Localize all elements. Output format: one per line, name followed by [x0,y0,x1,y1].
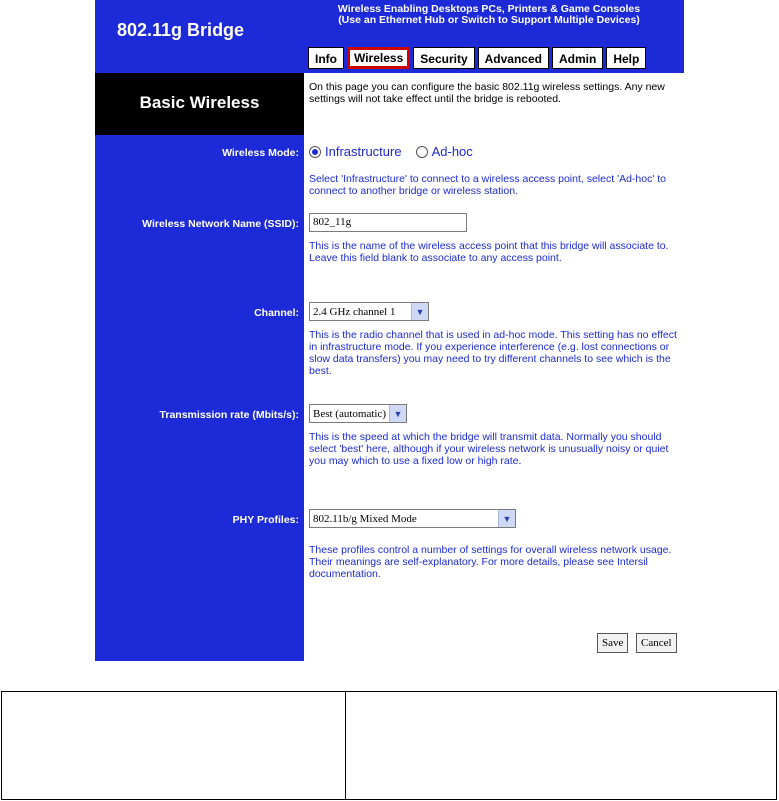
phy-profiles-help: These profiles control a number of settings for overall wireless network usage. Their meanings are self-explanatory. For more details, please see Intersil documentation. [309,544,672,580]
cancel-button[interactable]: Cancel [636,633,677,653]
tx-rate-select[interactable] [309,404,407,423]
tab-admin[interactable]: Admin [552,47,603,69]
ssid-label: Wireless Network Name (SSID): [142,218,299,230]
chevron-down-icon: ▼ [498,510,515,527]
channel-select-value: 2.4 GHz channel 1 [313,305,396,318]
wireless-mode-label: Wireless Mode: [222,147,299,159]
tx-rate-label: Transmission rate (Mbits/s): [159,409,299,421]
intro-text: On this page you can configure the basic 802.11g wireless settings. Any new settings will not take effect until the bridge is rebooted. [309,81,665,105]
save-button[interactable]: Save [597,633,628,653]
wireless-mode-help: Select 'Infrastructure' to connect to a wireless access point, select 'Ad-hoc' to connect to another bridge or wireless station. [309,173,667,197]
tab-advanced[interactable]: Advanced [478,47,549,69]
adhoc-radio[interactable] [416,146,428,158]
phy-profiles-select-value: 802.11b/g Mixed Mode [313,512,417,525]
channel-label: Channel: [254,307,299,319]
infrastructure-radio[interactable] [309,146,321,158]
intro-box [304,73,684,135]
tab-wireless[interactable]: Wireless [347,47,410,69]
section-title: Basic Wireless [139,93,260,112]
tab-bar [308,47,646,71]
tx-rate-help: This is the speed at which the bridge will transmit data. Normally you should select 'best' here, although if your wireless network is unusually noisy or quiet you may which to use a fixed low or high rate. [309,431,669,467]
ssid-input[interactable]: 802_11g [309,213,467,232]
header-bar [95,0,684,73]
phy-profiles-label: PHY Profiles: [232,514,299,526]
tx-rate-select-value: Best (automatic) [313,407,387,420]
tagline [299,4,679,26]
label-column [95,73,304,661]
wireless-mode-radios [309,144,473,159]
infrastructure-radio-label[interactable]: Infrastructure [325,144,402,159]
empty-table [1,691,777,800]
chevron-down-icon: ▼ [411,303,428,320]
tab-security[interactable]: Security [413,47,474,69]
tab-info[interactable]: Info [308,47,344,69]
table-divider [345,692,346,799]
tab-help[interactable]: Help [606,47,646,69]
phy-profiles-select[interactable] [309,509,516,528]
ssid-help: This is the name of the wireless access point that this bridge will associate to. Leave this field blank to associate to any access point. [309,240,669,264]
channel-select[interactable] [309,302,429,321]
channel-help: This is the radio channel that is used in ad-hoc mode. This setting has no effect in infrastructure mode. If you experience interference (e.g. lost connections or slow data transfers) you may need to try different channels to see which is the best. [309,329,677,377]
tagline-line-1: Wireless Enabling Desktops PCs, Printers & Game Consoles [337,3,641,15]
section-title-box [95,73,304,135]
adhoc-radio-label[interactable]: Ad-hoc [431,144,473,159]
tagline-line-2: (Use an Ethernet Hub or Switch to Support Multiple Devices) [338,14,640,26]
brand-title: 802.11g Bridge [117,20,245,40]
router-config-page [95,0,684,661]
chevron-down-icon: ▼ [389,405,406,422]
